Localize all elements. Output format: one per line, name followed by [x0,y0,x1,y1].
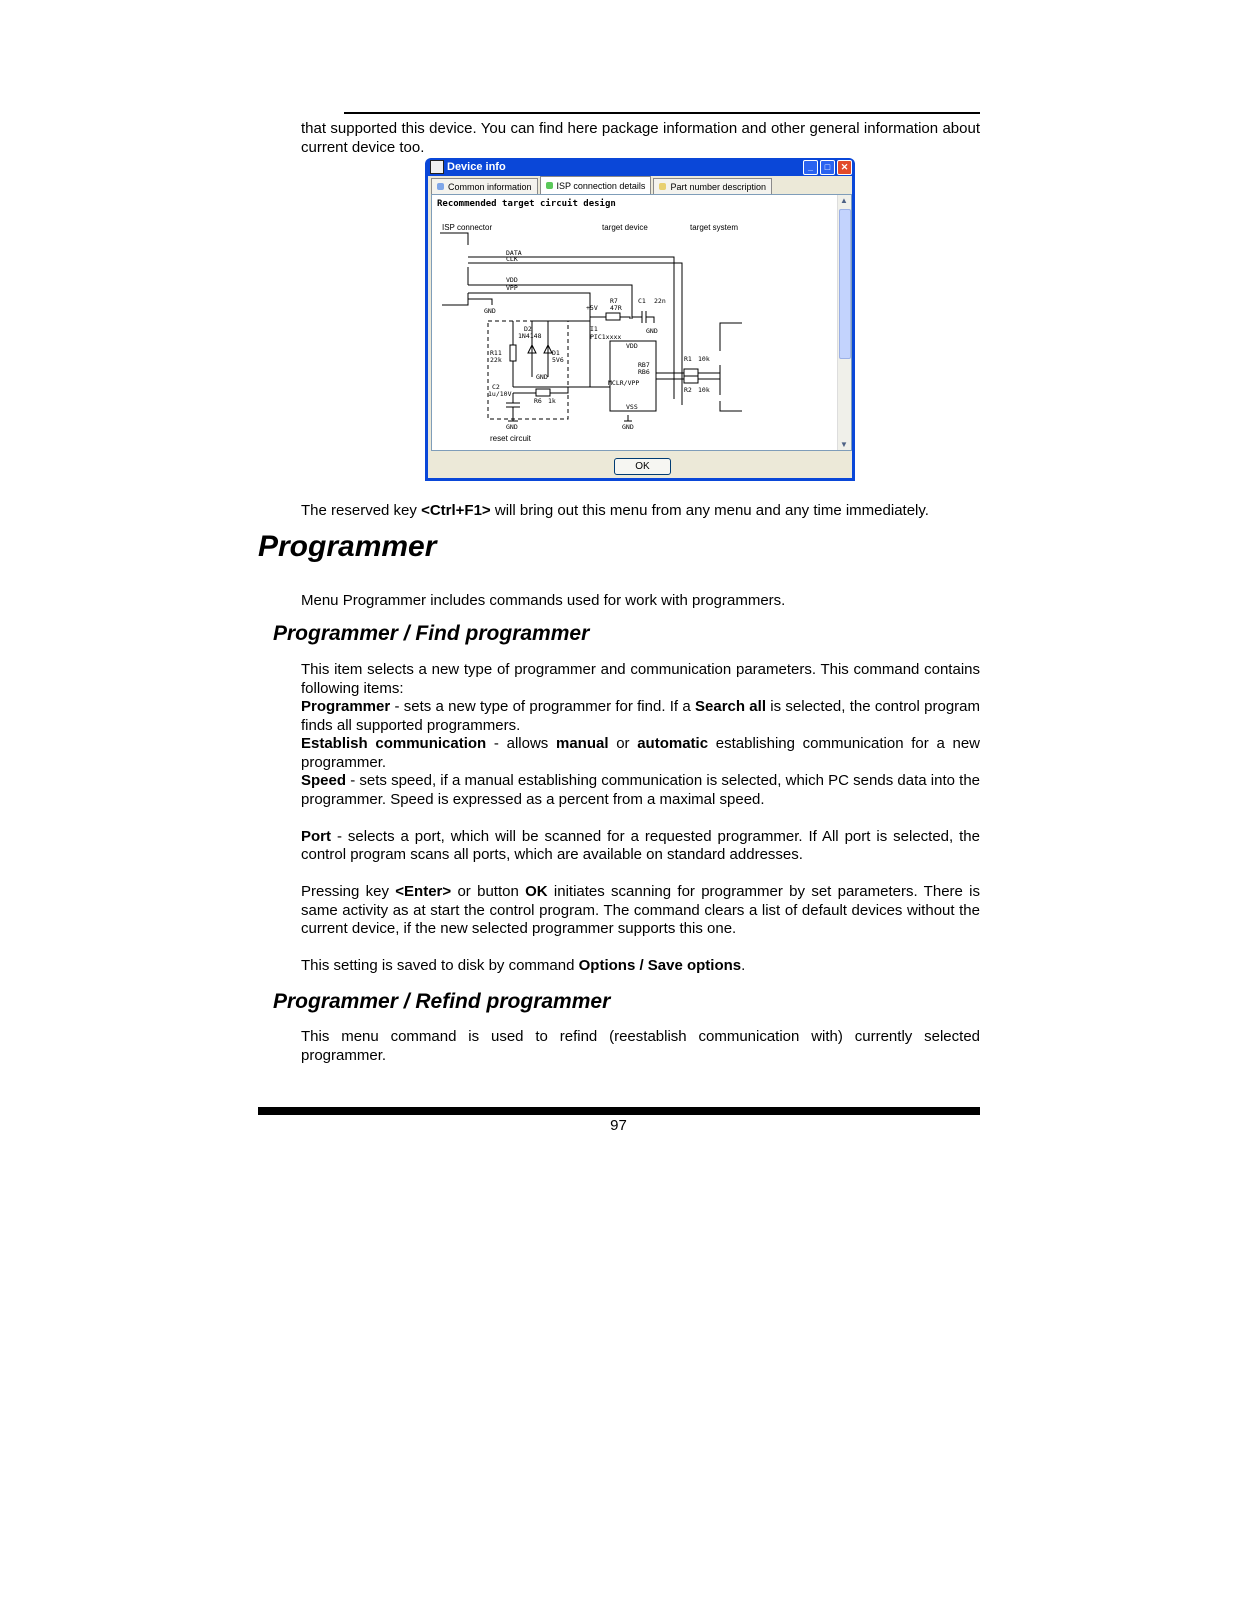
label-clk: CLK [506,255,518,263]
label-rb7: RB7 [638,361,650,369]
device-info-dialog [425,158,855,481]
tab-isp-connection-details[interactable] [540,176,652,194]
term-establish: Establish communication [301,735,487,752]
reserved-key-paragraph [301,502,991,521]
dialog-body [428,176,852,478]
term-port: Port [301,827,331,845]
programmer-text-1: - sets a new type of programmer for find. If a [390,698,695,715]
port-text: - selects a port, which will be scanned for a requested programmer. If All port is selected, the control program scans all ports, which are available on standard addresses. [301,827,980,863]
heading-find-programmer: Programmer / Find programmer [273,622,590,645]
ok-button[interactable]: OK [614,458,671,475]
dialog-title: Device info [447,161,506,173]
label-gnd-device: GND [622,423,634,431]
label-r6-value: 1k [548,397,556,405]
save-paragraph [301,957,980,976]
maximize-icon[interactable]: □ [820,160,835,175]
intro-paragraph: that supported this device. You can find here package information and other general information about current device too. [301,120,980,156]
save-text-1: This setting is saved to disk by command [301,957,579,974]
tab-part-icon [659,183,666,190]
label-c2-value: 1u/10V [488,390,512,398]
label-r7: R7 [610,297,618,305]
reserved-key-text: The reserved key [301,502,422,519]
spacer [301,809,980,828]
label-reset-circuit: reset circuit [490,434,531,443]
spacer [301,939,980,958]
enter-paragraph [301,883,980,939]
save-text-2: . [741,957,746,974]
isp-details-panel [431,194,852,451]
tab-common-icon [437,183,444,190]
item-speed [301,772,980,809]
label-r2: R2 [684,386,692,394]
reserved-key-shortcut: <Ctrl+F1> [421,502,491,519]
label-d2: D2 [524,325,532,333]
label-data: DATA [506,249,522,257]
term-search-all: Search all [695,698,766,715]
term-ok: OK [525,883,548,900]
label-mclr: MCLR/VPP [608,379,640,387]
term-speed: Speed [301,772,347,789]
top-rule [344,112,980,114]
find-intro: This item selects a new type of programmer and communication parameters. This command contains following items: [301,661,980,697]
bottom-rule [258,1107,980,1115]
scrollbar-thumb[interactable] [839,209,851,359]
reserved-key-text-end: will bring out this menu from any menu and any time immediately. [490,502,929,519]
label-c1-value: 22n [654,297,666,305]
label-r1-value: 10k [698,355,710,363]
term-programmer: Programmer [301,698,391,715]
label-r7-value: 47R [610,304,622,312]
tab-label: ISP connection details [556,180,646,191]
vertical-scrollbar[interactable] [837,195,851,450]
item-establish-communication [301,735,980,772]
label-vss: VSS [626,403,638,411]
spacer [301,865,980,884]
label-r2-value: 10k [698,386,710,394]
find-programmer-body [301,661,980,976]
establish-text-2: or [608,735,638,752]
dialog-title-bar[interactable] [428,158,852,176]
term-automatic: automatic [637,735,709,752]
enter-text-3: initiates scanning for programmer by set parameters. There is same activity as at start the control program. The command clears a list of default devices without the current device, if the new selected programmer supports this one. [301,883,980,937]
label-d1-value: 5V6 [552,356,564,364]
page-number: 97 [610,1117,627,1134]
circuit-diagram [432,195,837,450]
label-d2-value: 1N4148 [518,332,542,340]
heading-refind-programmer: Programmer / Refind programmer [273,990,611,1013]
scroll-up-icon[interactable]: ▲ [840,196,848,205]
speed-text: - sets speed, if a manual establishing communication is selected, which PC sends data into the programmer. Speed is expressed as a percent from a maximal speed. [301,772,980,808]
label-vpp: VPP [506,284,518,292]
tab-strip [431,178,774,194]
label-vdd: VDD [506,276,518,284]
app-icon [430,160,444,174]
label-gnd-diodes: GND [536,373,548,381]
tab-label: Part number description [670,181,766,192]
item-programmer [301,698,980,735]
menu-intro-paragraph: Menu Programmer includes commands used for work with programmers. [301,592,786,609]
label-r6: R6 [534,397,542,405]
term-enter-key: <Enter> [395,883,452,900]
refind-programmer-body: This menu command is used to refind (reestablish communication with) currently selected programmer. [301,1028,980,1064]
label-isp-connector: ISP connector [442,223,493,232]
item-port [301,828,980,865]
label-gnd-connector: GND [484,307,496,315]
label-d1: D1 [552,349,560,357]
label-5v: +5V [586,304,598,312]
tab-label: Common information [448,181,532,192]
label-c2: C2 [492,383,500,391]
label-vdd-pin: VDD [626,342,638,350]
enter-text-2: or button [451,883,526,900]
label-i1-value: PIC1xxxx [590,333,622,341]
label-r1: R1 [684,355,692,363]
label-r11-value: 22k [490,356,502,364]
establish-text-1: - allows [486,735,556,752]
label-target-device: target device [602,223,648,232]
tab-part-number-description[interactable] [653,178,772,194]
content-title: Recommended target circuit design [437,199,616,209]
programmer-text-2: is selected, the control program finds all supported programmers. [301,698,980,734]
label-target-system: target system [690,223,739,232]
label-i1: I1 [590,325,598,333]
scroll-down-icon[interactable]: ▼ [840,440,848,449]
close-icon[interactable]: ✕ [837,160,852,175]
label-c1: C1 [638,297,646,305]
label-gnd-reset: GND [506,423,518,431]
enter-text-1: Pressing key [301,883,396,900]
label-gnd-c1: GND [646,327,658,335]
tab-common-information[interactable] [431,178,538,194]
establish-text-3: establishing communication for a new programmer. [301,735,980,771]
minimize-icon[interactable]: _ [803,160,818,175]
label-r11: R11 [490,349,502,357]
term-save-options: Options / Save options [578,957,742,974]
section-heading-programmer: Programmer [258,530,437,563]
term-manual: manual [555,735,609,752]
label-rb6: RB6 [638,368,650,376]
tab-isp-icon [546,182,553,189]
